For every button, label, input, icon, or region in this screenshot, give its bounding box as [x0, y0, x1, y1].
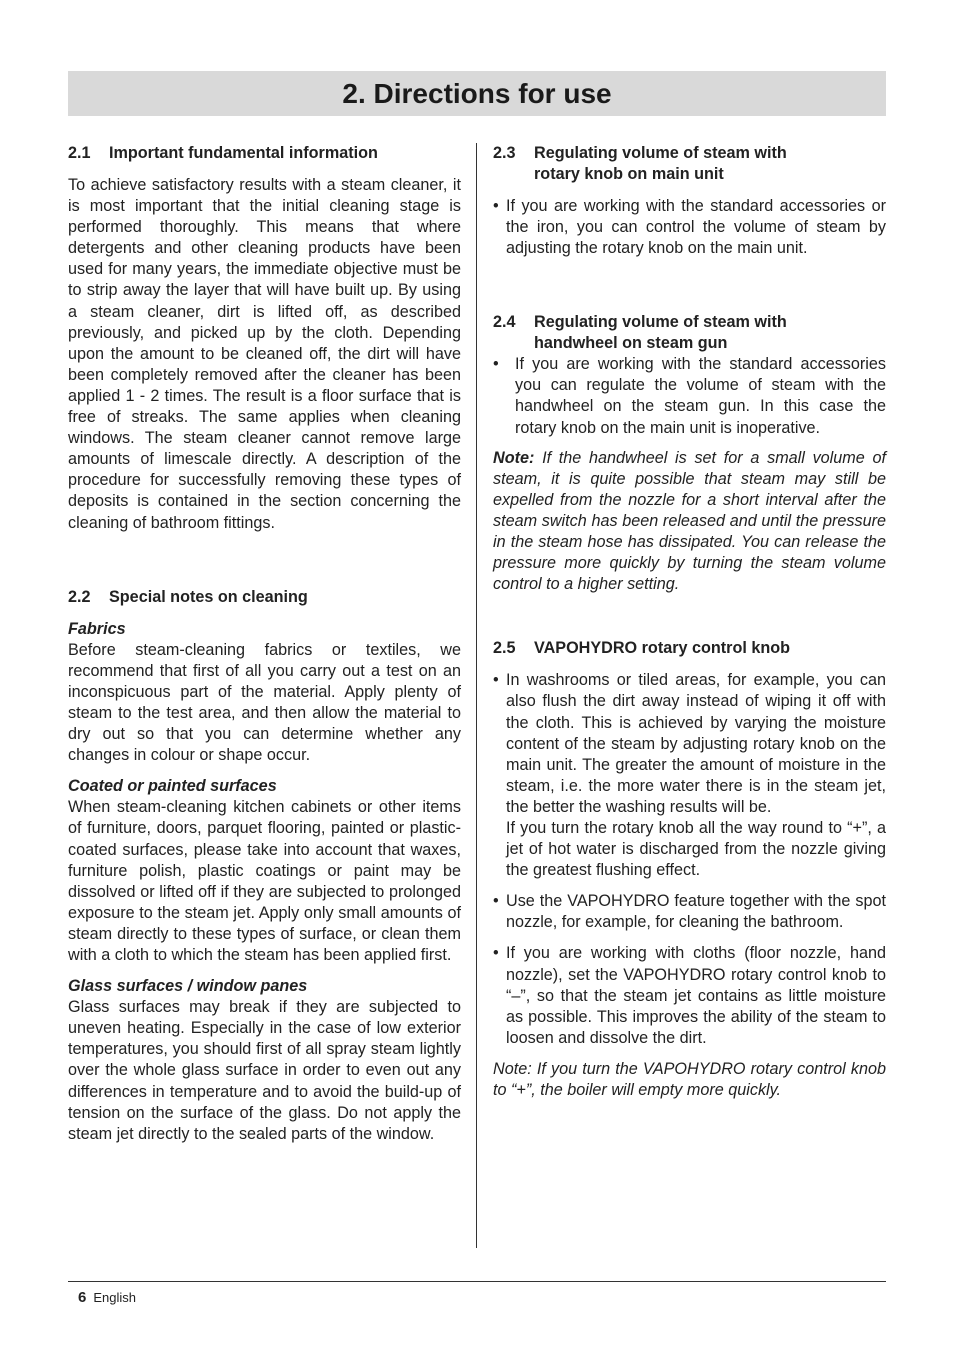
note-text: If the handwheel is set for a small volume of steam, it is quite possible that steam may still be expelled from the nozzle for a short interval after the steam switch has been released and until the pressure in the steam hose has dissipated. You can release the pressure more quickly by turning the steam volume control to a higher setting. — [493, 448, 886, 594]
section-2-2-heading — [68, 587, 461, 608]
list-item — [493, 670, 886, 881]
section-2-1-heading — [68, 143, 461, 164]
coated-surfaces-body: When steam-cleaning kitchen cabinets or other items of furniture, doors, parquet flooring, painted or plastic-coated surfaces, please take into account that waxes, furniture polish, plastic coatings or paint may be dissolved or lifted off if they are subjected to prolonged exposure to the steam jet. Apply only small amounts of steam directly to these types of surface, or clean them with a cloth to which the steam has been applied first. — [68, 798, 461, 964]
section-2-3-list — [493, 196, 886, 259]
coated-surfaces-heading: Coated or painted surfaces — [68, 777, 277, 796]
section-number: 2.5 — [493, 639, 516, 658]
section-2-5-list — [493, 670, 886, 1049]
section-number: 2.1 — [68, 144, 91, 162]
left-column — [68, 143, 461, 1145]
page-number: 6 — [78, 1289, 87, 1306]
section-2-5-note: Note: If you turn the VAPOHYDRO rotary control knob to “+”, the boiler will empty more quickly. — [493, 1059, 886, 1099]
fabrics-body: Before steam-cleaning fabrics or textiles, we recommend that first of all you carry out a test on an inconspicuous part of the material. Apply plenty of steam to the test area, and then allow the material to dry out so that you can determine whether any changes in colour or shape occur. — [68, 640, 461, 765]
footer-language: English — [93, 1290, 136, 1305]
footer-rule — [68, 1281, 886, 1282]
list-item-text: If you turn the rotary knob all the way round to “+”, a jet of hot water is discharged from the nozzle giving the greatest flushing effect. — [506, 818, 886, 880]
section-title: VAPOHYDRO rotary control knob — [534, 639, 791, 658]
section-number: 2.2 — [68, 587, 91, 606]
right-column — [493, 143, 886, 1101]
section-title: Special notes on cleaning — [109, 587, 308, 606]
list-item: • If you are working with the standard accessories you can regulate the volume of steam with the handwheel on the steam gun. In this case the rotary knob on the main unit is inoperative. — [493, 354, 886, 438]
column-divider — [476, 143, 477, 1248]
section-number: 2.3 — [493, 144, 516, 162]
page-title: 2. Directions for use — [342, 77, 612, 109]
glass-surfaces-heading: Glass surfaces / window panes — [68, 977, 308, 996]
section-2-4-list — [493, 354, 886, 438]
section-title: Important fundamental information — [109, 144, 378, 162]
section-title-line: Regulating volume of steam with — [534, 144, 787, 162]
section-2-3-heading — [493, 143, 886, 185]
section-2-1-body: To achieve satisfactory results with a steam cleaner, it is most important that the initial cleaning stage is performed thoroughly. This means that where detergents and other cleaning products have been used for many years, the immediate objective must be to strip away the layer that will have built up. By using a steam cleaner, dirt is lifted off, as described previously, and picked up by the cloth. Depending upon the amount to be cleaned off, the dirt will have been completely removed after the cleaner has been applied 1 - 2 times. The result is a floor surface that is free of streaks. The same applies when cleaning windows. The steam cleaner cannot remove large amounts of limescale directly. A description of the procedure for successfully removing these types of deposits is contained in the section concerning the cleaning of bathroom fittings. — [68, 176, 461, 532]
section-number: 2.4 — [493, 313, 516, 332]
glass-surfaces-body: Glass surfaces may break if they are subjected to uneven heating. Especially in the case of low exterior temperatures, you should first of all spray steam lightly over the whole glass surface in order to even out any differences in temperature and to avoid the build-up of tension on the surface of the glass. Do not apply the steam jet directly to the sealed parts of the window. — [68, 998, 461, 1143]
note-label: Note: — [493, 448, 535, 467]
list-item-text: In washrooms or tiled areas, for example, you can also flush the dirt away instead of wiping it off with the cloth. This is achieved by varying the moisture content of the steam by adjusting rotary knob on the main unit. The greater the amount of moisture in the steam, i.e. the more water there is in the steam jet, the better the washing results will be. — [506, 671, 886, 816]
fabrics-heading: Fabrics — [68, 619, 126, 638]
list-item: • If you are working with the standard accessories or the iron, you can control the volume of steam by adjusting the rotary knob on the main unit. — [493, 196, 886, 259]
section-title-line: rotary knob on main unit — [534, 165, 724, 183]
section-2-5-heading — [493, 638, 886, 659]
section-2-4-heading — [493, 312, 886, 354]
list-item: • If you are working with cloths (floor nozzle, hand nozzle), set the VAPOHYDRO rotary control knob to “–”, so that the steam jet contains as little moisture as possible. This improves the ability of the steam to loosen and dissolve the dirt. — [493, 943, 886, 1048]
section-title-line: Regulating volume of steam with — [534, 313, 787, 332]
section-2-4-note — [493, 448, 886, 596]
page-footer — [78, 1289, 136, 1306]
list-item: • Use the VAPOHYDRO feature together with the spot nozzle, for example, for cleaning the bathroom. — [493, 891, 886, 933]
title-bar — [68, 71, 886, 116]
section-title-line: handwheel on steam gun — [534, 334, 728, 353]
